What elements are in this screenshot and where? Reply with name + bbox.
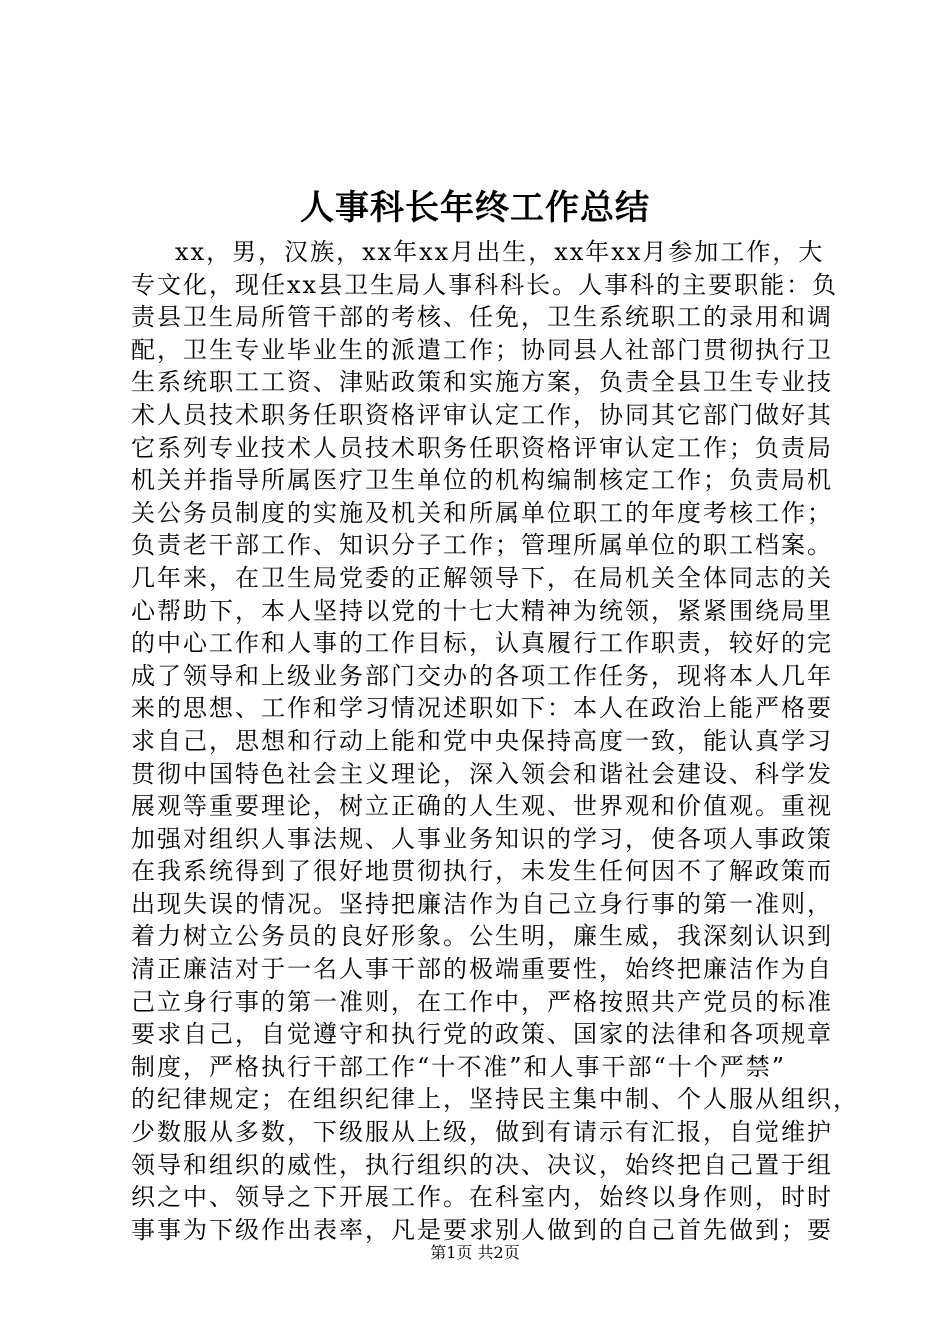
body-line: 几年来，在卫生局党委的正解领导下，在局机关全体同志的关 [131, 563, 833, 592]
body-line: 织之中、领导之下开展工作。在科室内，始终以身作则，时时 [131, 1183, 833, 1212]
body-line: 在我系统得到了很好地贯彻执行，未发生任何因不了解政策而 [131, 857, 833, 886]
body-line: 的中心工作和人事的工作目标，认真履行工作职责，较好的完 [131, 629, 833, 658]
page-number-footer: 第1页 共2页 [430, 1243, 520, 1262]
body-line: 着力树立公务员的良好形象。公生明，廉生威，我深刻认识到 [131, 922, 833, 951]
body-line: 专文化，现任xx县卫生局人事科科长。人事科的主要职能：负 [131, 270, 839, 299]
document-body [131, 236, 859, 1246]
body-line: 机关并指导所属医疗卫生单位的机构编制核定工作；负责局机 [131, 466, 833, 495]
body-line: 负责老干部工作、知识分子工作；管理所属单位的职工档案。 [131, 531, 833, 560]
body-line: 的纪律规定；在组织纪律上，坚持民主集中制、个人服从组织， [131, 1085, 859, 1114]
body-line: xx，男，汉族，xx年xx月出生，xx年xx月参加工作，大 [175, 238, 825, 266]
body-line: 制度，严格执行干部工作“十不准”和人事干部“十个严禁” [131, 1052, 787, 1081]
body-line: 贯彻中国特色社会主义理论，深入领会和谐社会建设、科学发 [131, 759, 833, 788]
body-line: 己立身行事的第一准则，在工作中，严格按照共产党员的标准 [131, 987, 833, 1016]
body-line: 清正廉洁对于一名人事干部的极端重要性，始终把廉洁作为自 [131, 955, 833, 984]
body-line: 要求自己，自觉遵守和执行党的政策、国家的法律和各项规章 [131, 1020, 833, 1049]
body-line: 出现失误的情况。坚持把廉洁作为自己立身行事的第一准则， [131, 889, 833, 918]
body-line: 生系统职工工资、津贴政策和实施方案，负责全县卫生专业技 [131, 368, 833, 397]
document-title: 人事科长年终工作总结 [300, 188, 650, 228]
body-line: 事事为下级作出表率，凡是要求别人做到的自己首先做到；要 [131, 1215, 833, 1244]
body-line: 加强对组织人事法规、人事业务知识的学习，使各项人事政策 [131, 824, 833, 853]
body-line: 术人员技术职务任职资格评审认定工作，协同其它部门做好其 [131, 400, 833, 429]
body-line: 配，卫生专业毕业生的派遣工作；协同县人社部门贯彻执行卫 [131, 335, 833, 364]
body-line: 责县卫生局所管干部的考核、任免，卫生系统职工的录用和调 [131, 303, 833, 332]
body-line: 关公务员制度的实施及机关和所属单位职工的年度考核工作； [131, 498, 833, 527]
body-line: 领导和组织的威性，执行组织的决、决议，始终把自己置于组 [131, 1150, 833, 1179]
body-line: 心帮助下，本人坚持以党的十七大精神为统领，紧紧围绕局里 [131, 596, 833, 625]
body-line: 求自己，思想和行动上能和党中央保持高度一致，能认真学习 [131, 726, 833, 755]
body-line: 它系列专业技术人员技术职务任职资格评审认定工作；负责局 [131, 433, 833, 462]
body-line: 少数服从多数，下级服从上级，做到有请示有汇报，自觉维护 [131, 1118, 833, 1147]
body-line: 展观等重要理论，树立正确的人生观、世界观和价值观。重视 [131, 792, 833, 821]
body-line: 成了领导和上级业务部门交办的各项工作任务，现将本人几年 [131, 661, 833, 690]
body-line: 来的思想、工作和学习情况述职如下：本人在政治上能严格要 [131, 694, 833, 723]
